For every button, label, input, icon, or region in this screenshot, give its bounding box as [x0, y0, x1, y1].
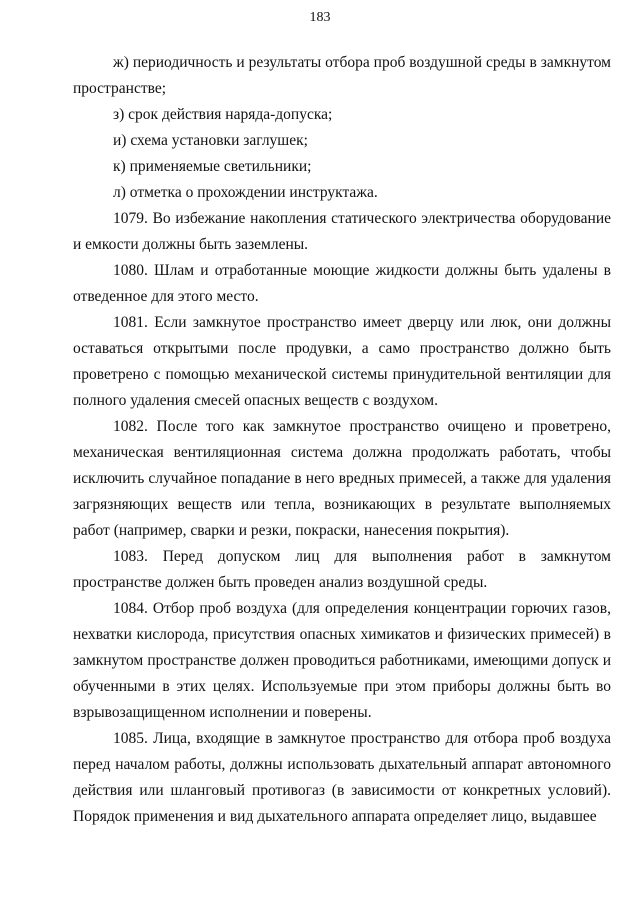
page-body [73, 50, 611, 830]
paragraph-1079: 1079. Во избежание накопления статического электричества оборудование и емкости должны быть заземлены. [73, 210, 611, 253]
list-item-k: к) применяемые светильники; [113, 158, 312, 175]
list-item-l: л) отметка о прохождении инструктажа. [113, 184, 378, 201]
list-item-zh: ж) периодичность и результаты отбора проб воздушной среды в замкнутом пространстве; [73, 54, 611, 97]
page-number: 183 [309, 10, 331, 25]
paragraph-1083: 1083. Перед допуском лиц для выполнения работ в замкнутом пространстве должен быть проведен анализ воздушной среды. [73, 548, 611, 591]
paragraph-1082: 1082. После того как замкнутое пространство очищено и проветрено, механическая вентиляционная система должна продолжать работать, чтобы исключить случайное попадание в него вредных примесей, а также для удаления загрязняющих веществ или тепла, возникающих в результате выполняемых работ (например, сварки и резки, покраски, нанесения покрытия). [73, 418, 611, 539]
paragraph-1084: 1084. Отбор проб воздуха (для определения концентрации горючих газов, нехватки кислорода, присутствия опасных химикатов и физических примесей) в замкнутом пространстве должен проводиться работниками, имеющими допуск и обученными в этих целях. Используемые при этом приборы должны быть во взрывозащищенном исполнении и поверены. [73, 600, 611, 721]
paragraph-1080: 1080. Шлам и отработанные моющие жидкости должны быть удалены в отведенное для этого место. [73, 262, 611, 305]
paragraph-1081: 1081. Если замкнутое пространство имеет дверцу или люк, они должны оставаться открытыми после продувки, а само пространство должно быть проветрено с помощью механической системы принудительной вентиляции для полного удаления смесей опасных веществ с воздухом. [73, 314, 611, 409]
list-item-i: и) схема установки заглушек; [113, 132, 308, 149]
list-item-z: з) срок действия наряда-допуска; [113, 106, 333, 123]
paragraph-1085: 1085. Лица, входящие в замкнутое пространство для отбора проб воздуха перед началом работы, должны использовать дыхательный аппарат автономного действия или шланговый противогаз (в зависимости от конкретных условий). Порядок применения и вид дыхательного аппарата определяет лицо, выдавшее [73, 730, 611, 825]
